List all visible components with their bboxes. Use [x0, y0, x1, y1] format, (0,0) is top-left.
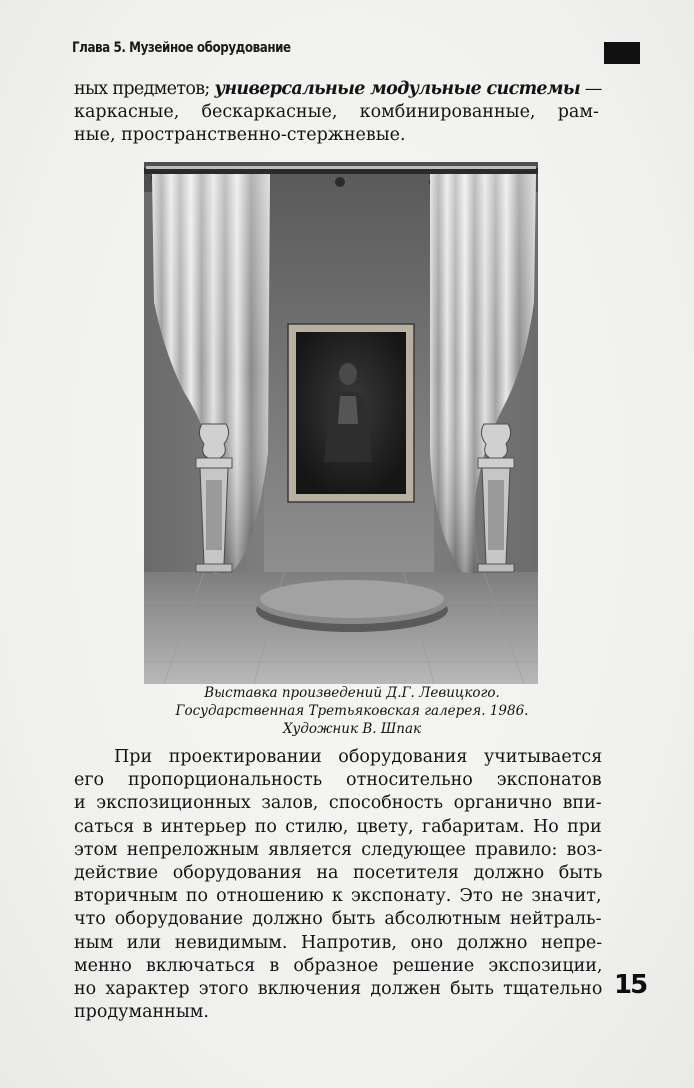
- body-line: вторичным по отношению к экспонату. Это не значит,: [74, 886, 602, 907]
- top-paragraph: [74, 78, 602, 147]
- body-line: продуманным.: [74, 1002, 209, 1023]
- body-line: менно включаться в образное решение экспозиции,: [74, 955, 603, 976]
- top-line-1-start: ных предметов;: [74, 79, 215, 99]
- top-line-2: каркасные, бескаркасные, комбинированные, рам-: [74, 102, 599, 122]
- body-line: ным или невидимым. Напротив, оно должно непре-: [74, 932, 603, 953]
- running-header: Глава 5. Музейное оборудование: [72, 40, 291, 56]
- body-line: этом непреложным является следующее правило: воз-: [74, 839, 603, 860]
- emphasis-term: универсальные модульные системы: [214, 79, 581, 99]
- exhibition-photo: [144, 162, 538, 684]
- body-line: и экспозиционных залов, способность органично впи-: [74, 793, 602, 814]
- body-line: что оборудование должно быть абсолютным нейтраль-: [74, 909, 602, 930]
- caption-line-1: Выставка произведений Д.Г. Левицкого.: [204, 685, 500, 701]
- body-line: При проектировании оборудования учитывается: [114, 747, 603, 767]
- body-line: саться в интерьер по стилю, цвету, габаритам. Но при: [74, 816, 602, 837]
- body-line: его пропорциональность относительно экспонатов: [74, 770, 602, 791]
- photo-caption: [120, 684, 584, 738]
- body-line: но характер этого включения должен быть тщательно: [74, 979, 603, 1000]
- caption-line-3: Художник В. Шпак: [282, 721, 422, 737]
- header-marker-block: [604, 42, 640, 64]
- top-line-1-end: —: [580, 79, 602, 99]
- page-number: 15: [614, 970, 647, 1000]
- caption-line-2: Государственная Третьяковская галерея. 1986.: [175, 703, 529, 719]
- body-paragraph: [74, 746, 602, 1024]
- body-line: действие оборудования на посетителя должно быть: [74, 863, 603, 884]
- top-line-1: [74, 78, 602, 101]
- top-line-3: ные, пространственно-стержневые.: [74, 125, 406, 145]
